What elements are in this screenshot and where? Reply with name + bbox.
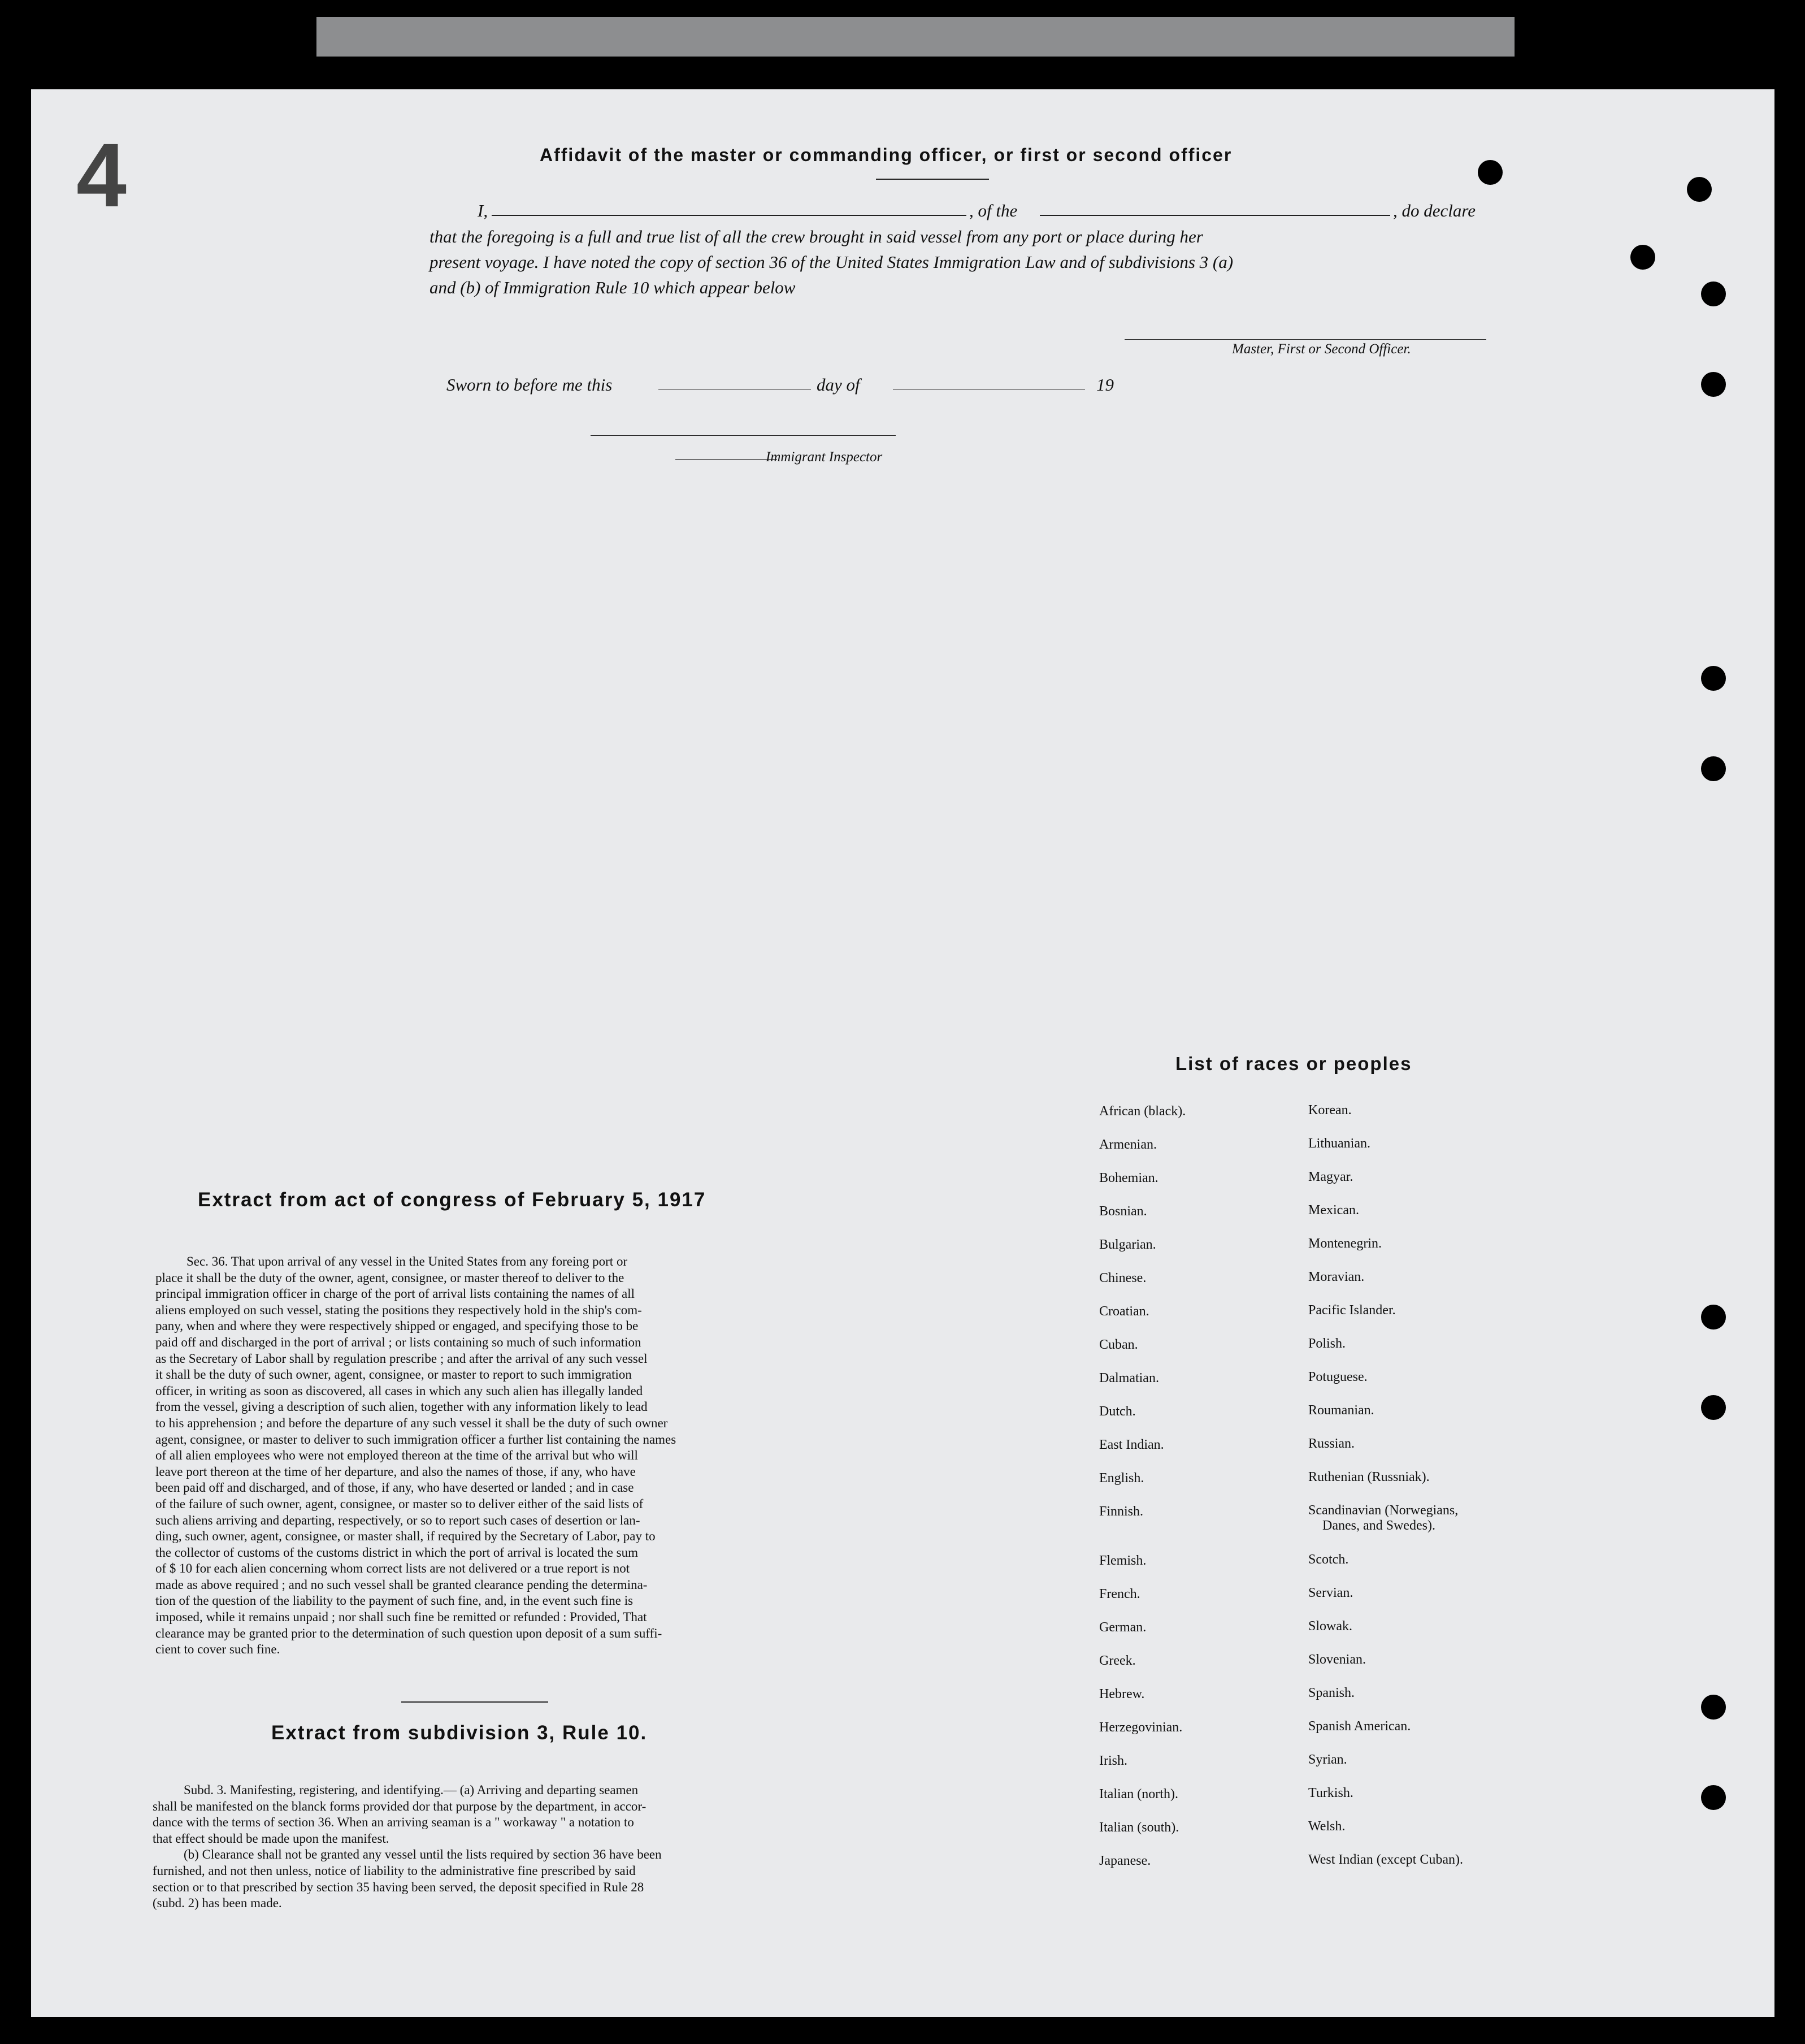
punch-hole-icon — [1701, 756, 1726, 781]
extract2-body — [153, 1782, 825, 1912]
race-item: Pacific Islander. — [1308, 1303, 1396, 1318]
sworn-prefix: Sworn to before me this — [446, 375, 613, 395]
year-label: 19 — [1096, 375, 1114, 395]
race-item: Ruthenian (Russniak). — [1308, 1470, 1430, 1484]
text-line: such aliens arriving and departing, respectively, or so to report such cases of desertion or lan- — [155, 1513, 640, 1527]
affidavit-line4: and (b) of Immigration Rule 10 which appear below — [429, 278, 796, 297]
race-item: English. — [1099, 1471, 1144, 1486]
text-line: to his apprehension ; and before the departure of any such vessel it shall be the duty of such owner — [155, 1415, 668, 1430]
text-line: principal immigration officer in charge of the port of arrival lists containing the names of all — [155, 1287, 635, 1301]
race-item: Lithuanian. — [1308, 1136, 1370, 1151]
race-item: Servian. — [1308, 1586, 1353, 1600]
race-item: Slovenian. — [1308, 1652, 1366, 1667]
section-divider — [401, 1701, 548, 1703]
race-item: Polish. — [1308, 1336, 1346, 1351]
punch-hole-icon — [1630, 245, 1655, 270]
inspector-short-line — [675, 459, 777, 460]
race-item: Dalmatian. — [1099, 1371, 1159, 1385]
text-line: (b) Clearance shall not be granted any vessel until the lists required by section 36 have been — [184, 1847, 662, 1862]
text-line: clearance may be granted prior to the determination of such question upon deposit of a sum suffi- — [155, 1626, 662, 1640]
affidavit-title: Affidavit of the master or commanding officer, or first or second officer — [540, 145, 1233, 165]
race-item: Syrian. — [1308, 1752, 1347, 1767]
corner-number: 4 — [76, 124, 127, 226]
scan-top-strip — [316, 17, 1515, 57]
text-line: of all alien employees who were not employed thereon at the time of the arrival but who will — [155, 1448, 638, 1463]
race-item: Danes, and Swedes). — [1322, 1518, 1435, 1533]
race-item: Russian. — [1308, 1436, 1355, 1451]
race-item: Spanish American. — [1308, 1719, 1411, 1734]
text-line: dance with the terms of section 36. When an arriving seaman is a " workaway " a notation to — [153, 1815, 634, 1830]
extract1-body — [155, 1254, 825, 1658]
declare-label: , do declare — [1393, 201, 1476, 220]
day-of-label: day of — [817, 375, 860, 395]
race-item: German. — [1099, 1620, 1147, 1635]
races-title: List of races or peoples — [1175, 1053, 1412, 1074]
affidavit-i-label: I, — [478, 201, 488, 220]
punch-hole-icon — [1701, 282, 1726, 306]
text-line: of $ 10 for each alien concerning whom correct lists are not delivered or a true report is not — [155, 1561, 630, 1576]
inspector-label: Immigrant Inspector — [766, 449, 883, 465]
punch-hole-icon — [1701, 372, 1726, 397]
text-line: pany, when and where they were respectively shipped or engaged, and specifying those to be — [155, 1319, 639, 1333]
text-line: been paid off and discharged, and of those, if any, who have deserted or landed ; and in case — [155, 1480, 634, 1495]
race-item: Slowak. — [1308, 1619, 1352, 1634]
signature-label: Master, First or Second Officer. — [1232, 341, 1411, 357]
text-line: that effect should be made upon the manifest. — [153, 1831, 389, 1846]
title-underline — [876, 179, 989, 180]
race-item: Turkish. — [1308, 1786, 1353, 1800]
punch-hole-icon — [1701, 1305, 1726, 1330]
race-item: Roumanian. — [1308, 1403, 1374, 1418]
race-item: Greek. — [1099, 1653, 1136, 1668]
signature-line — [1125, 339, 1486, 340]
text-line: the collector of customs of the customs district in which the port of arrival is located the sum — [155, 1545, 638, 1560]
affidavit-line2: that the foregoing is a full and true list of all the crew brought in said vessel from any port or place during her — [429, 227, 1203, 246]
race-item: Dutch. — [1099, 1404, 1136, 1419]
sworn-line — [446, 372, 1181, 397]
race-item: Hebrew. — [1099, 1687, 1145, 1701]
race-item: Irish. — [1099, 1753, 1127, 1768]
vessel-blank — [1040, 215, 1390, 216]
text-line: paid off and discharged in the port of arrival ; or lists containing so much of such information — [155, 1335, 641, 1349]
punch-hole-icon — [1701, 1395, 1726, 1420]
race-item: East Indian. — [1099, 1437, 1164, 1452]
extract1-title: Extract from act of congress of February 5, 1917 — [198, 1189, 706, 1211]
race-item: Korean. — [1308, 1103, 1352, 1118]
race-item: West Indian (except Cuban). — [1308, 1852, 1463, 1867]
document-page — [31, 89, 1774, 2017]
race-item: Spanish. — [1308, 1686, 1355, 1700]
punch-hole-icon — [1701, 1695, 1726, 1720]
race-item: Scotch. — [1308, 1552, 1349, 1567]
text-line: ding, such owner, agent, consignee, or master shall, if required by the Secretary of Labor, pay to — [155, 1529, 656, 1544]
race-item: Japanese. — [1099, 1854, 1151, 1868]
punch-hole-icon — [1478, 160, 1503, 185]
race-item: Moravian. — [1308, 1270, 1365, 1284]
extract2-title: Extract from subdivision 3, Rule 10. — [271, 1722, 648, 1744]
inspector-line — [591, 435, 896, 436]
race-item: Finnish. — [1099, 1504, 1144, 1519]
race-item: Bosnian. — [1099, 1204, 1147, 1219]
race-item: Flemish. — [1099, 1553, 1147, 1568]
text-line: from the vessel, giving a description of such alien, together with any information likely to lead — [155, 1400, 648, 1414]
race-item: Croatian. — [1099, 1304, 1149, 1319]
text-line: section or to that prescribed by section 35 having been served, the deposit specified in Rule 28 — [153, 1880, 644, 1894]
race-item: Welsh. — [1308, 1819, 1346, 1834]
race-item: Montenegrin. — [1308, 1236, 1382, 1251]
punch-hole-icon — [1701, 1785, 1726, 1810]
affidavit-line3: present voyage. I have noted the copy of section 36 of the United States Immigration Law and of subdivisions 3 (a) — [429, 252, 1234, 272]
text-line: as the Secretary of Labor shall by regulation prescribe ; and after the arrival of any such vessel — [155, 1351, 648, 1366]
of-the-label: , of the — [969, 201, 1018, 220]
race-item: Mexican. — [1308, 1203, 1359, 1218]
text-line: place it shall be the duty of the owner, agent, consignee, or master thereof to deliver to the — [155, 1270, 624, 1285]
text-line: Subd. 3. Manifesting, registering, and identifying.— (a) Arriving and departing seamen — [184, 1783, 639, 1797]
race-item: Chinese. — [1099, 1271, 1147, 1285]
race-item: Italian (south). — [1099, 1820, 1179, 1835]
race-item: Bulgarian. — [1099, 1237, 1156, 1252]
text-line: Sec. 36. That upon arrival of any vessel in the United States from any foreing port or — [186, 1254, 628, 1268]
race-item: Italian (north). — [1099, 1787, 1178, 1802]
race-item: Bohemian. — [1099, 1171, 1159, 1185]
text-line: of the failure of such owner, agent, consignee, or master so to deliver either of the said lists of — [155, 1496, 644, 1511]
punch-hole-icon — [1687, 177, 1712, 202]
text-line: shall be manifested on the blanck forms provided dor that purpose by the department, in accor- — [153, 1799, 646, 1813]
race-item: Armenian. — [1099, 1137, 1157, 1152]
text-line: agent, consignee, or master to deliver to such immigration officer a further list containing the names — [155, 1432, 676, 1447]
race-item: Scandinavian (Norwegians, — [1308, 1503, 1459, 1518]
name-blank — [492, 215, 966, 216]
race-item: African (black). — [1099, 1104, 1186, 1119]
text-line: imposed, while it remains unpaid ; nor shall such fine be remitted or refunded : Provided, That — [155, 1610, 647, 1625]
race-item: French. — [1099, 1587, 1140, 1601]
text-line: tion of the question of the liability to the payment of such fine, and, in the event such fine is — [155, 1593, 634, 1608]
text-line: leave port thereon at the time of her departure, and also the names of those, if any, who have — [155, 1464, 636, 1479]
text-line: it shall be the duty of such owner, agent, consignee, or master to report to such immigration — [155, 1367, 632, 1382]
race-item: Herzegovinian. — [1099, 1720, 1183, 1735]
race-item: Magyar. — [1308, 1170, 1353, 1184]
text-line: (subd. 2) has been made. — [153, 1896, 282, 1911]
text-line: furnished, and not then unless, notice of liability to the administrative fine prescribed by said — [153, 1863, 636, 1878]
punch-hole-icon — [1701, 666, 1726, 691]
race-item: Potuguese. — [1308, 1370, 1368, 1384]
text-line: made as above required ; and no such vessel shall be granted clearance pending the determina- — [155, 1577, 648, 1592]
text-line: aliens employed on such vessel, stating the positions they respectively hold in the ship's com- — [155, 1302, 642, 1317]
text-line: officer, in writing as soon as discovered, all cases in which any such alien has illegally landed — [155, 1383, 643, 1398]
text-line: cient to cover such fine. — [155, 1642, 280, 1657]
race-item: Cuban. — [1099, 1337, 1138, 1352]
